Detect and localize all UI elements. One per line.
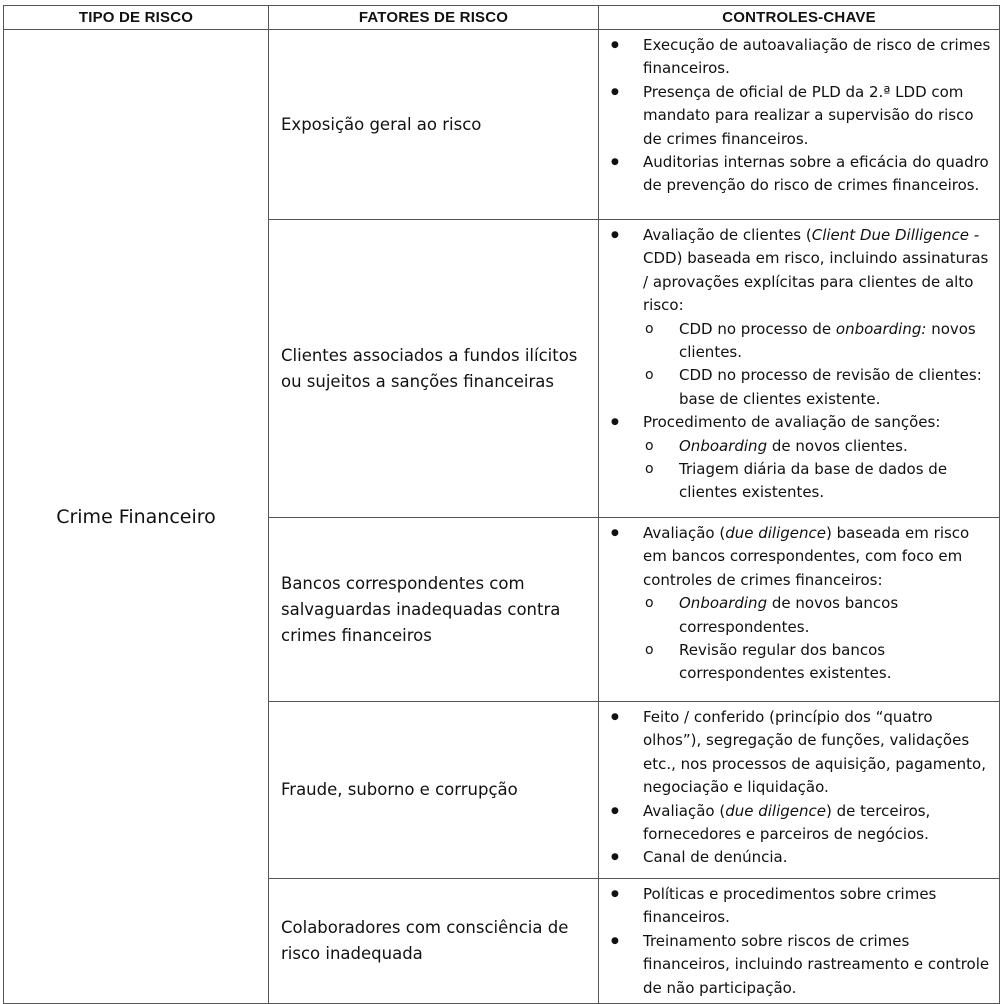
- header-tipo-de-risco: TIPO DE RISCO: [4, 6, 269, 30]
- control-item: ● Feito / conferido (princípio dos “quatro olhos”), segregação de funções, validações etc., nos processos de aquisição, pagamento, negociação e liquidação.: [611, 706, 993, 800]
- risk-table: [3, 5, 1000, 1004]
- controls-list: [611, 34, 993, 198]
- header-row: [4, 6, 1000, 30]
- sub-controls-list: [643, 592, 993, 686]
- control-item: ● Canal de denúncia.: [611, 846, 993, 869]
- risk-factor-cell: Clientes associados a fundos ilícitos ou sujeitos a sanções financeiras: [269, 220, 599, 518]
- sub-control-item: o Onboarding de novos bancos correspondentes.: [643, 592, 993, 639]
- risk-factor-cell: Fraude, suborno e corrupção: [269, 702, 599, 879]
- controls-cell: [599, 702, 1000, 879]
- risk-factor-cell: Bancos correspondentes com salvaguardas inadequadas contra crimes financeiros: [269, 518, 599, 702]
- risk-factor-cell: Exposição geral ao risco: [269, 30, 599, 220]
- sub-controls-list: [643, 435, 993, 505]
- controls-cell: [599, 879, 1000, 1004]
- sub-control-item: o CDD no processo de revisão de clientes: base de clientes existente.: [643, 364, 993, 411]
- controls-list: [611, 706, 993, 870]
- sub-control-item: o CDD no processo de onboarding: novos clientes.: [643, 318, 993, 365]
- control-item: ● Procedimento de avaliação de sanções: o Onboarding de novos clientes. o Triagem diária da base de dados de clientes existentes.: [611, 411, 993, 505]
- controls-cell: [599, 518, 1000, 702]
- header-fatores-de-risco: FATORES DE RISCO: [269, 6, 599, 30]
- control-item: ● Auditorias internas sobre a eficácia do quadro de prevenção do risco de crimes financeiros.: [611, 151, 993, 198]
- controls-cell: [599, 30, 1000, 220]
- controls-list: [611, 224, 993, 505]
- control-item: ● Políticas e procedimentos sobre crimes financeiros.: [611, 883, 993, 930]
- control-item: ● Presença de oficial de PLD da 2.ª LDD com mandato para realizar a supervisão do risco de crimes financeiros.: [611, 81, 993, 151]
- control-item: ● Execução de autoavaliação de risco de crimes financeiros.: [611, 34, 993, 81]
- sub-control-item: o Revisão regular dos bancos correspondentes existentes.: [643, 639, 993, 686]
- header-controles-chave: CONTROLES-CHAVE: [599, 6, 1000, 30]
- table-row: [4, 30, 1000, 220]
- sub-control-item: o Onboarding de novos clientes.: [643, 435, 993, 458]
- control-item: ● Avaliação (due diligence) baseada em risco em bancos correspondentes, com foco em controles de crimes financeiros: o Onboarding de novos bancos correspondentes. o Revisão regular dos bancos correspondentes existentes.: [611, 522, 993, 686]
- control-item: ● Treinamento sobre riscos de crimes financeiros, incluindo rastreamento e controle de não participação.: [611, 930, 993, 1000]
- risk-factor-cell: Colaboradores com consciência de risco inadequada: [269, 879, 599, 1004]
- controls-list: [611, 522, 993, 686]
- risk-type-cell: Crime Financeiro: [4, 30, 269, 1004]
- controls-cell: [599, 220, 1000, 518]
- control-item: ● Avaliação (due diligence) de terceiros, fornecedores e parceiros de negócios.: [611, 800, 993, 847]
- sub-controls-list: [643, 318, 993, 412]
- sub-control-item: o Triagem diária da base de dados de clientes existentes.: [643, 458, 993, 505]
- control-item: ● Avaliação de clientes (Client Due Dilligence - CDD) baseada em risco, incluindo assinaturas / aprovações explícitas para clientes de alto risco: o CDD no processo de onboarding: novos clientes. o CDD no processo de revisão de clientes: base de clientes existente.: [611, 224, 993, 411]
- controls-list: [611, 883, 993, 1000]
